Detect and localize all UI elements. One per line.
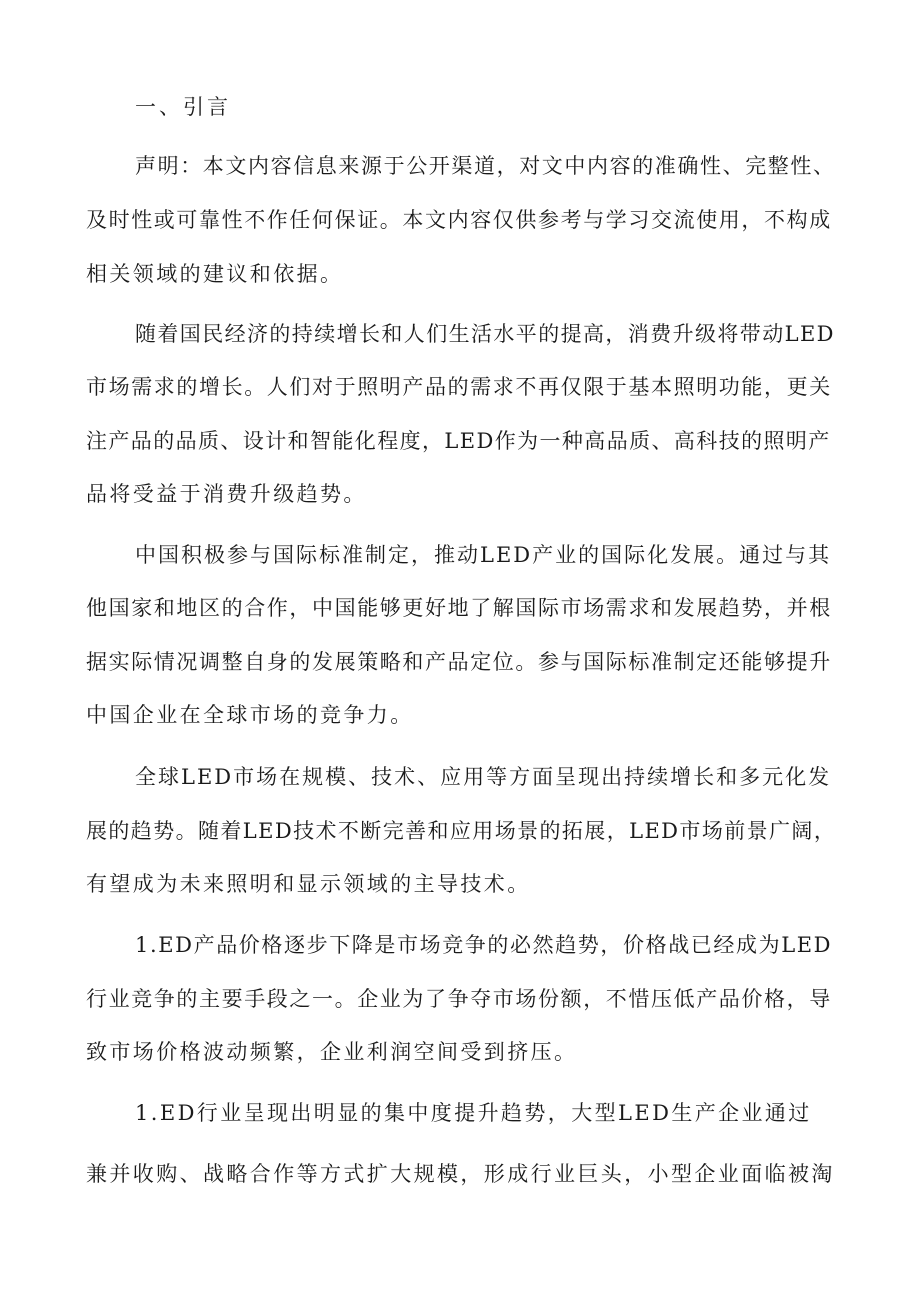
paragraph-line: 市场需求的增长。人们对于照明产品的需求不再仅限于基本照明功能，更关 xyxy=(86,375,832,399)
paragraph-line: 随着国民经济的持续增长和人们生活水平的提高，消费升级将带动LED xyxy=(135,322,835,346)
paragraph-line: 及时性或可靠性不作任何保证。本文内容仅供参考与学习交流使用，不构成 xyxy=(86,208,832,232)
paragraph-line: 注产品的品质、设计和智能化程度，LED作为一种高品质、高科技的照明产 xyxy=(86,429,831,453)
paragraph-line: 展的趋势。随着LED技术不断完善和应用场景的拓展，LED市场前景广阔， xyxy=(86,819,837,843)
section-heading: 一、引言 xyxy=(135,95,231,119)
paragraph-line: 致市场价格波动频繁，企业利润空间受到挤压。 xyxy=(86,1040,578,1064)
paragraph-line: 1.ED产品价格逐步下降是市场竞争的必然趋势，价格战已经成为LED xyxy=(135,933,833,957)
paragraph-line: 1.ED行业呈现出明显的集中度提升趋势，大型LED生产企业通过 xyxy=(135,1101,812,1125)
paragraph-line: 兼并收购、战略合作等方式扩大规模，形成行业巨头，小型企业面临被淘 xyxy=(86,1162,835,1186)
paragraph-line: 中国企业在全球市场的竞争力。 xyxy=(86,703,414,727)
paragraph-line: 有望成为未来照明和显示领域的主导技术。 xyxy=(86,872,531,896)
paragraph-line: 品将受益于消费升级趋势。 xyxy=(86,482,367,506)
paragraph-line: 全球LED市场在规模、技术、应用等方面呈现出持续增长和多元化发 xyxy=(135,765,832,789)
paragraph-line: 据实际情况调整自身的发展策略和产品定位。参与国际标准制定还能够提升 xyxy=(86,650,832,674)
paragraph-line: 声明：本文内容信息来源于公开渠道，对文中内容的准确性、完整性、 xyxy=(135,154,836,178)
paragraph-line: 中国积极参与国际标准制定，推动LED产业的国际化发展。通过与其 xyxy=(135,543,832,567)
paragraph-line: 相关领域的建议和依据。 xyxy=(86,262,344,286)
paragraph-line: 行业竞争的主要手段之一。企业为了争夺市场份额，不惜压低产品价格，导 xyxy=(86,987,832,1011)
paragraph-line: 他国家和地区的合作，中国能够更好地了解国际市场需求和发展趋势，并根 xyxy=(86,596,832,620)
